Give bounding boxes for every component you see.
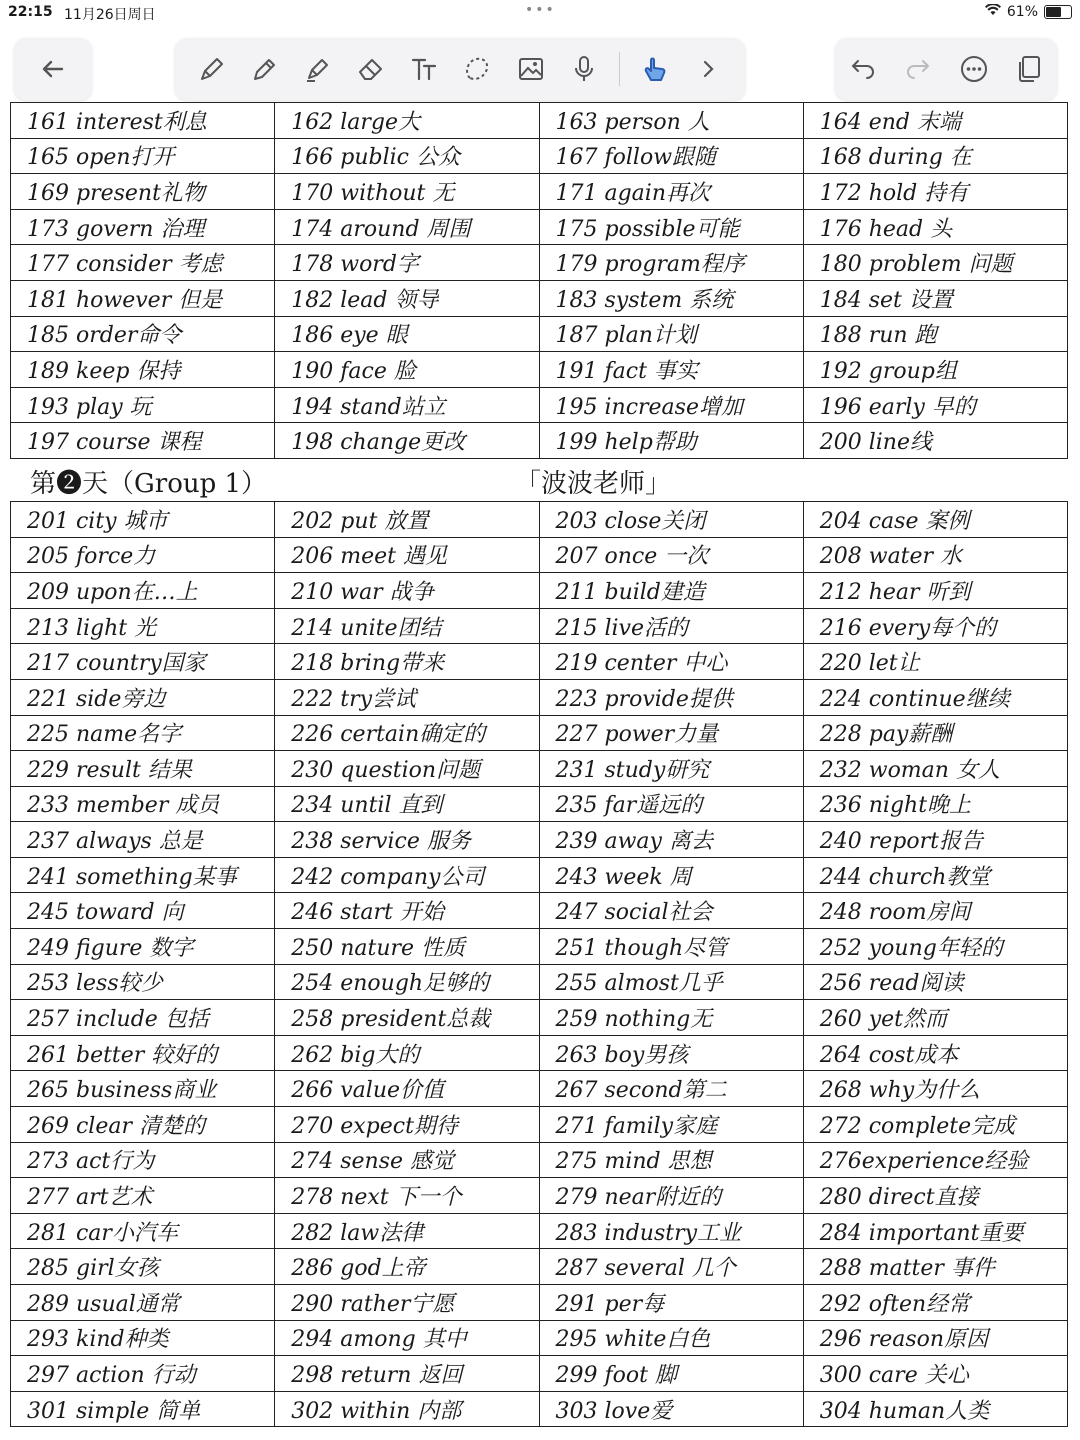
vocab-cell: 202 put 放置: [275, 501, 539, 537]
vocab-cell: 244 church教堂: [803, 857, 1067, 893]
vocab-cell: 247 social社会: [539, 893, 803, 929]
vocab-cell: 215 live活的: [539, 608, 803, 644]
vocab-cell: 204 case 案例: [803, 501, 1067, 537]
vocab-cell: 183 system 系统: [539, 280, 803, 316]
vocab-cell: 245 toward 向: [11, 893, 275, 929]
vocab-cell: 184 set 设置: [803, 280, 1067, 316]
vocab-cell: 255 almost几乎: [539, 964, 803, 1000]
vocab-cell: 257 include 包括: [11, 1000, 275, 1036]
eraser-icon[interactable]: [353, 51, 389, 87]
back-arrow-icon[interactable]: [35, 51, 71, 87]
vocab-cell: 178 word字: [275, 245, 539, 281]
table-row: [11, 857, 1068, 893]
vocab-cell: 278 next 下一个: [275, 1178, 539, 1214]
vocab-cell: 186 eye 眼: [275, 316, 539, 352]
vocab-cell: 237 always 总是: [11, 822, 275, 858]
table-row: [11, 929, 1068, 965]
vocab-cell: 195 increase增加: [539, 387, 803, 423]
vocab-cell: 263 boy男孩: [539, 1035, 803, 1071]
lasso-icon[interactable]: [459, 51, 495, 87]
vocab-cell: 172 hold 持有: [803, 174, 1067, 210]
vocab-cell: 205 force力: [11, 537, 275, 573]
vocab-cell: 230 question问题: [275, 751, 539, 787]
table-row: [11, 103, 1068, 139]
vocab-cell: 254 enough足够的: [275, 964, 539, 1000]
table-row: [11, 501, 1068, 537]
vocab-cell: 235 far遥远的: [539, 786, 803, 822]
vocab-cell: 201 city 城市: [11, 501, 275, 537]
image-icon[interactable]: [513, 51, 549, 87]
vocab-cell: 165 open打开: [11, 138, 275, 174]
vocab-cell: 225 name名字: [11, 715, 275, 751]
vocab-cell: 294 among 其中: [275, 1320, 539, 1356]
vocab-cell: 231 study研究: [539, 751, 803, 787]
vocab-cell: 193 play 玩: [11, 387, 275, 423]
table-row: [11, 822, 1068, 858]
vocab-cell: 185 order命令: [11, 316, 275, 352]
table-row: [11, 209, 1068, 245]
toolbar-divider: [619, 52, 620, 86]
pages-icon[interactable]: [1011, 51, 1047, 87]
pen-icon[interactable]: [247, 51, 283, 87]
vocab-table-201-304: [10, 501, 1068, 1427]
status-right: [985, 4, 1072, 20]
vocab-cell: 180 problem 问题: [803, 245, 1067, 281]
vocab-cell: 226 certain确定的: [275, 715, 539, 751]
battery-icon: [1044, 5, 1072, 19]
vocab-cell: 266 value价值: [275, 1071, 539, 1107]
vocab-cell: 223 provide提供: [539, 679, 803, 715]
vocab-cell: 229 result 结果: [11, 751, 275, 787]
vocab-cell: 274 sense 感觉: [275, 1142, 539, 1178]
vocab-cell: 275 mind 思想: [539, 1142, 803, 1178]
vocab-cell: 261 better 较好的: [11, 1035, 275, 1071]
vocab-cell: 302 within 内部: [275, 1391, 539, 1427]
vocab-cell: 296 reason原因: [803, 1320, 1067, 1356]
vocab-cell: 281 car小汽车: [11, 1213, 275, 1249]
vocab-cell: 198 change更改: [275, 423, 539, 459]
table-row: [11, 1320, 1068, 1356]
vocab-cell: 271 family家庭: [539, 1107, 803, 1143]
vocab-cell: 181 however 但是: [11, 280, 275, 316]
vocab-cell: 171 again再次: [539, 174, 803, 210]
vocab-cell: 217 country国家: [11, 644, 275, 680]
vocab-cell: 218 bring带来: [275, 644, 539, 680]
day-label: 第❷天（Group 1）: [30, 468, 268, 499]
touch-icon[interactable]: [637, 51, 673, 87]
drawing-tools-toolbar: [175, 38, 745, 100]
vocab-cell: 221 side旁边: [11, 679, 275, 715]
vocab-cell: 164 end 末端: [803, 103, 1067, 139]
vocab-cell: 291 per每: [539, 1285, 803, 1321]
vocab-cell: 233 member 成员: [11, 786, 275, 822]
vocab-cell: 252 young年轻的: [803, 929, 1067, 965]
vocab-cell: 200 line线: [803, 423, 1067, 459]
vocab-cell: 288 matter 事件: [803, 1249, 1067, 1285]
vocab-cell: 249 figure 数字: [11, 929, 275, 965]
redo-icon[interactable]: [900, 51, 936, 87]
table-row: [11, 352, 1068, 388]
vocab-cell: 203 close关闭: [539, 501, 803, 537]
vocab-cell: 187 plan计划: [539, 316, 803, 352]
vocab-cell: 190 face 脸: [275, 352, 539, 388]
note-page[interactable]: [10, 102, 1068, 1438]
vocab-cell: 282 law法律: [275, 1213, 539, 1249]
actions-toolbar: [835, 38, 1057, 100]
vocab-cell: 175 possible可能: [539, 209, 803, 245]
vocab-cell: 168 during 在: [803, 138, 1067, 174]
vocab-cell: 248 room房间: [803, 893, 1067, 929]
vocab-cell: 290 rather宁愿: [275, 1285, 539, 1321]
vocab-table-161-200: [10, 102, 1068, 459]
status-time: 22:15: [8, 4, 53, 20]
vocab-cell: 301 simple 简单: [11, 1391, 275, 1427]
table-row: [11, 679, 1068, 715]
vocab-cell: 170 without 无: [275, 174, 539, 210]
vocab-cell: 239 away 离去: [539, 822, 803, 858]
table-row: [11, 715, 1068, 751]
chevron-right-icon[interactable]: [690, 51, 726, 87]
vocab-cell: 194 stand站立: [275, 387, 539, 423]
undo-icon[interactable]: [845, 51, 881, 87]
status-bar: [0, 0, 1080, 26]
vocab-cell: 211 build建造: [539, 573, 803, 609]
vocab-cell: 234 until 直到: [275, 786, 539, 822]
vocab-cell: 182 lead 领导: [275, 280, 539, 316]
vocab-cell: 222 try尝试: [275, 679, 539, 715]
vocab-cell: 216 every每个的: [803, 608, 1067, 644]
vocab-cell: 260 yet然而: [803, 1000, 1067, 1036]
vocab-cell: 166 public 公众: [275, 138, 539, 174]
vocab-cell: 241 something某事: [11, 857, 275, 893]
battery-percent: 61%: [1006, 4, 1038, 20]
vocab-cell: 224 continue继续: [803, 679, 1067, 715]
vocab-cell: 212 hear 听到: [803, 573, 1067, 609]
table-row: [11, 1213, 1068, 1249]
vocab-cell: 169 present礼物: [11, 174, 275, 210]
vocab-cell: 251 though尽管: [539, 929, 803, 965]
vocab-cell: 206 meet 遇见: [275, 537, 539, 573]
table-row: [11, 608, 1068, 644]
table-row: [11, 537, 1068, 573]
vocab-cell: 197 course 课程: [11, 423, 275, 459]
vocab-cell: 208 water 水: [803, 537, 1067, 573]
table-row: [11, 964, 1068, 1000]
vocab-cell: 188 run 跑: [803, 316, 1067, 352]
vocab-cell: 279 near附近的: [539, 1178, 803, 1214]
table-row: [11, 751, 1068, 787]
vocab-cell: 284 important重要: [803, 1213, 1067, 1249]
vocab-cell: 163 person 人: [539, 103, 803, 139]
vocab-cell: 250 nature 性质: [275, 929, 539, 965]
vocab-cell: 243 week 周: [539, 857, 803, 893]
pencil-icon[interactable]: [194, 51, 230, 87]
table-row: [11, 387, 1068, 423]
vocab-cell: 265 business商业: [11, 1071, 275, 1107]
table-row: [11, 174, 1068, 210]
vocab-cell: 253 less较少: [11, 964, 275, 1000]
vocab-cell: 238 service 服务: [275, 822, 539, 858]
vocab-cell: 287 several 几个: [539, 1249, 803, 1285]
vocab-cell: 269 clear 清楚的: [11, 1107, 275, 1143]
table-row: [11, 138, 1068, 174]
vocab-cell: 176 head 头: [803, 209, 1067, 245]
vocab-cell: 192 group组: [803, 352, 1067, 388]
vocab-cell: 283 industry工业: [539, 1213, 803, 1249]
vocab-cell: 273 act行为: [11, 1142, 275, 1178]
table-row: [11, 786, 1068, 822]
vocab-cell: 268 why为什么: [803, 1071, 1067, 1107]
vocab-cell: 220 let让: [803, 644, 1067, 680]
status-date: 11月26日周日: [64, 7, 156, 23]
table-row: [11, 573, 1068, 609]
vocab-cell: 303 love爱: [539, 1391, 803, 1427]
vocab-cell: 300 care 关心: [803, 1356, 1067, 1392]
vocab-cell: 210 war 战争: [275, 573, 539, 609]
vocab-cell: 177 consider 考虑: [11, 245, 275, 281]
table-row: [11, 1107, 1068, 1143]
vocab-cell: 262 big大的: [275, 1035, 539, 1071]
table-row: [11, 423, 1068, 459]
vocab-cell: 242 company公司: [275, 857, 539, 893]
wifi-icon: [985, 4, 1001, 20]
vocab-cell: 259 nothing无: [539, 1000, 803, 1036]
vocab-cell: 214 unite团结: [275, 608, 539, 644]
vocab-cell: 292 often经常: [803, 1285, 1067, 1321]
table-row: [11, 1071, 1068, 1107]
table-row: [11, 1249, 1068, 1285]
vocab-cell: 227 power力量: [539, 715, 803, 751]
vocab-cell: 167 follow跟随: [539, 138, 803, 174]
microphone-icon[interactable]: [566, 51, 602, 87]
table-row: [11, 1178, 1068, 1214]
vocab-cell: 174 around 周围: [275, 209, 539, 245]
vocab-cell: 173 govern 治理: [11, 209, 275, 245]
vocab-cell: 196 early 早的: [803, 387, 1067, 423]
back-toolbar: [14, 38, 92, 100]
vocab-cell: 162 large大: [275, 103, 539, 139]
vocab-cell: 209 upon在…上: [11, 573, 275, 609]
vocab-cell: 258 president总裁: [275, 1000, 539, 1036]
vocab-cell: 179 program程序: [539, 245, 803, 281]
table-row: [11, 280, 1068, 316]
vocab-cell: 285 girl女孩: [11, 1249, 275, 1285]
table-row: [11, 1285, 1068, 1321]
vocab-cell: 293 kind种类: [11, 1320, 275, 1356]
vocab-cell: 272 complete完成: [803, 1107, 1067, 1143]
vocab-cell: 219 center 中心: [539, 644, 803, 680]
vocab-cell: 298 return 返回: [275, 1356, 539, 1392]
table-row: [11, 1391, 1068, 1427]
vocab-cell: 161 interest利息: [11, 103, 275, 139]
vocab-cell: 199 help帮助: [539, 423, 803, 459]
vocab-cell: 189 keep 保持: [11, 352, 275, 388]
vocab-cell: 236 night晚上: [803, 786, 1067, 822]
vocab-cell: 246 start 开始: [275, 893, 539, 929]
table-row: [11, 893, 1068, 929]
table-row: [11, 644, 1068, 680]
vocab-cell: 280 direct直接: [803, 1178, 1067, 1214]
vocab-cell: 270 expect期待: [275, 1107, 539, 1143]
table-row: [11, 1000, 1068, 1036]
table-row: [11, 316, 1068, 352]
section-header: [10, 459, 1068, 501]
vocab-cell: 191 fact 事实: [539, 352, 803, 388]
vocab-cell: 286 god上帝: [275, 1249, 539, 1285]
vocab-cell: 240 report报告: [803, 822, 1067, 858]
vocab-cell: 289 usual通常: [11, 1285, 275, 1321]
vocab-cell: 304 human人类: [803, 1391, 1067, 1427]
table-row: [11, 1035, 1068, 1071]
vocab-cell: 213 light 光: [11, 608, 275, 644]
teacher-label: 「波波老师」: [515, 468, 672, 499]
table-row: [11, 1356, 1068, 1392]
vocab-cell: 297 action 行动: [11, 1356, 275, 1392]
text-tool-icon[interactable]: [406, 51, 442, 87]
vocab-cell: 299 foot 脚: [539, 1356, 803, 1392]
vocab-cell: 228 pay薪酬: [803, 715, 1067, 751]
multitasking-dots-icon[interactable]: •••: [525, 2, 556, 18]
vocab-cell: 277 art艺术: [11, 1178, 275, 1214]
vocab-cell: 207 once 一次: [539, 537, 803, 573]
more-icon[interactable]: [956, 51, 992, 87]
table-row: [11, 1142, 1068, 1178]
vocab-cell: 276experience经验: [803, 1142, 1067, 1178]
vocab-cell: 232 woman 女人: [803, 751, 1067, 787]
highlighter-icon[interactable]: [300, 51, 336, 87]
vocab-cell: 267 second第二: [539, 1071, 803, 1107]
table-row: [11, 245, 1068, 281]
vocab-cell: 256 read阅读: [803, 964, 1067, 1000]
vocab-cell: 264 cost成本: [803, 1035, 1067, 1071]
vocab-cell: 295 white白色: [539, 1320, 803, 1356]
